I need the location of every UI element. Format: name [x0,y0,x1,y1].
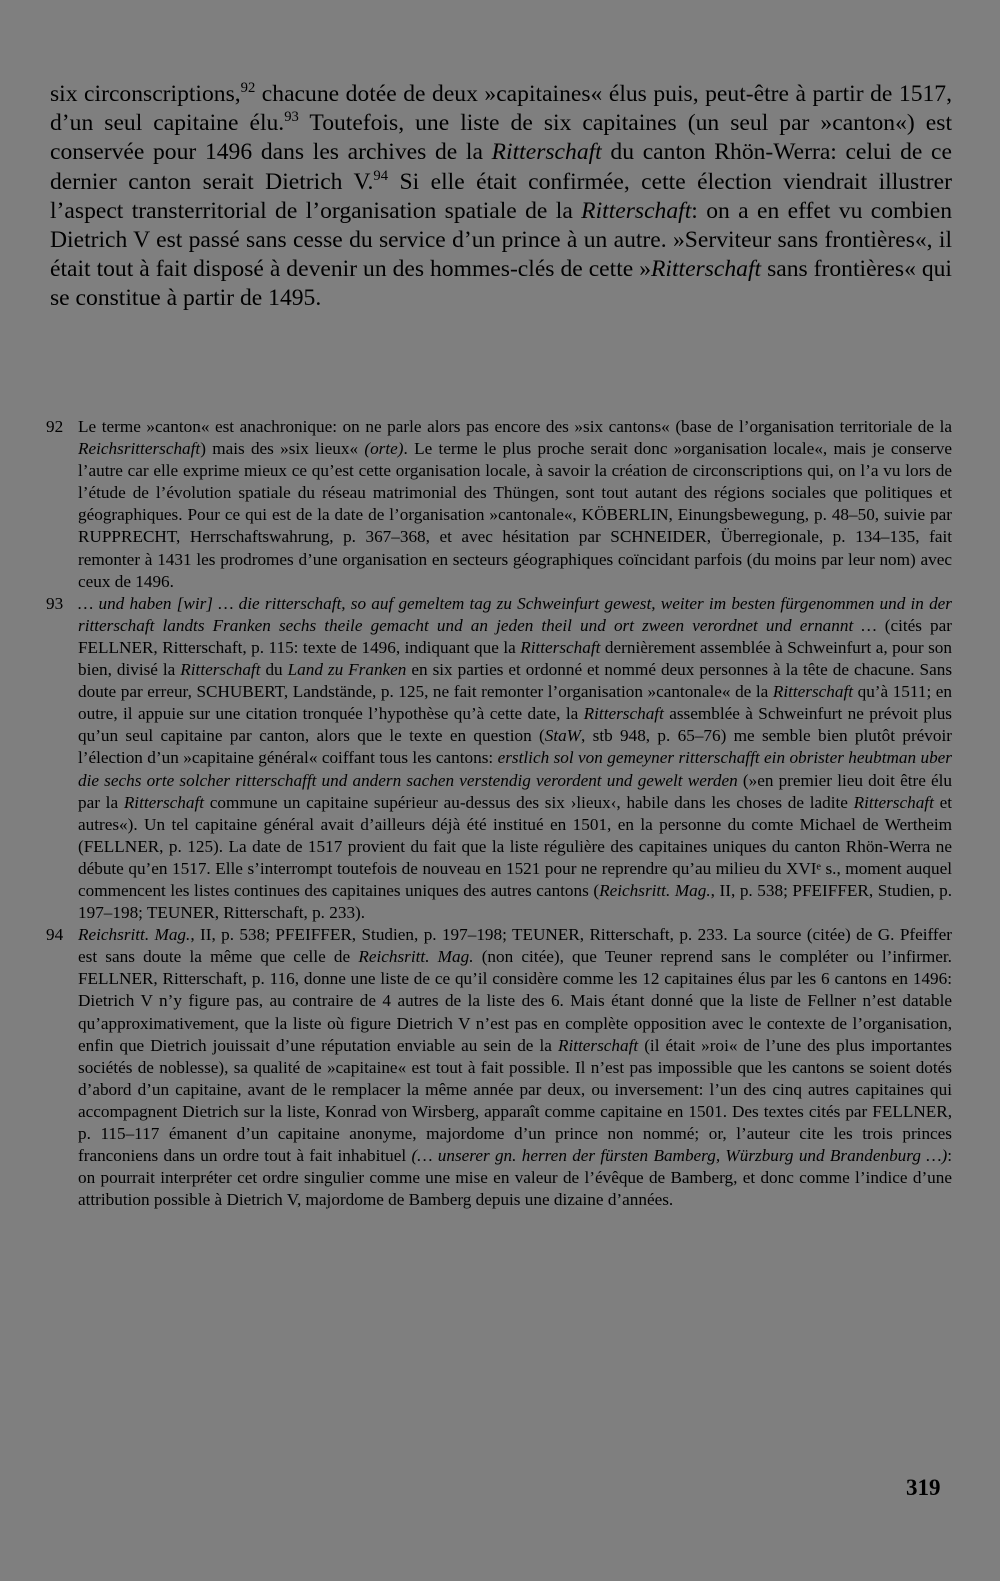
body-text: six circonscriptions, [50,81,241,107]
body-text: sans frontières« qui se constitue à partir de 1495. [50,256,952,312]
footnote-segment: (cités par FELLNER, Ritterschaft, p. 115: texte de 1496, indiquant que la [78,615,953,657]
footnote-segment: en six parties et ordonné et nommé deux personnes à la tête de chacune. Sans doute par erreur, SCHUBERT, Landstände, p. 125, ne fait remonter l’organisation »cantonale« de la [78,660,953,702]
footnote-italic: Reichsritterschaft [78,439,201,459]
footnote-italic: (orte) [364,439,404,459]
footnote-italic: Ritterschaft [853,792,934,812]
body-text: chacune dotée de deux »capitaines« élus puis, peut-être à partir de 1517, d’un seul capitaine élu. [50,81,952,137]
footnote-italic: … und haben [wir] … die ritterschaft, so auf gemeltem tag zu Schweinfurt gewest, weiter im besten fürgenommen und in der ritterschaft landts Franken sechs theile gemacht und an jeden theil und ort zween verordnet und ernannt … [78,593,952,635]
footnote-italic: Ritterschaft [772,682,854,702]
footnote-segment: et autres«). Un tel capitaine général avait d’ailleurs déjà été institué en 1501, en la personne du comte Michael de Wertheim (FELLNER, p. 125). La date de 1517 provient du fait que la liste régulière des capitaines uniques du canton Rhön-Werra ne débute qu’en 1517. Elle s’interrompt toutefois de nouveau en 1521 pour ne reprendre qu’au milieu du XVIᵉ s., moment auquel commencent les listes continues des capitaines uniques des autres cantons ( [78,792,952,900]
footnote-italic: (… unserer gn. herren der fürsten Bamberg, Würzburg und Brandenburg …) [411,1146,948,1166]
footnote-segment: (il était »roi« de l’une des plus importantes sociétés de noblesse), sa qualité de »capitaine« est tout à fait possible. Il n’est pas impossible que les cantons se soient dotés d’abord d’un capitaine, avant de le remplacer la même année par deux, ou inversement: l’un des cinq autres capitaines qui accompagnent Dietrich sur la liste, Konrad von Wirsberg, apparaît comme capitaine en 1501. Des textes cités par FELLNER, p. 115–117 émanent d’un capitaine anonyme, majordome d’un prince non nommé; or, l’auteur cite les trois princes franconiens dans un ordre tout à fait inhabituel [78,1035,952,1166]
footnote-segment: assemblée à Schweinfurt ne prévoit plus qu’un seul capitaine par canton, alors que le texte en question ( [78,704,953,746]
footnote-segment: ) mais des »six lieux« [200,439,365,459]
footnote-segment: qu’à 1511; en outre, il appuie sur une citation tronquée l’hypothèse qu’à cette date, la [78,682,953,724]
footnote-94 [46,924,952,1211]
footnote-92 [46,416,952,593]
footnote-segment: (non citée), que Teuner reprend sans le compléter ou l’infirmer. FELLNER, Ritterschaft, p. 116, donne une liste de ce qu’il considère comme les 12 capitaines élus par les 6 cantons en 1496: Dietrich V n’y figure pas, au contraire de 4 autres de la liste des 6. Mais étant donné que la liste de Fellner n’est datable qu’approximativement, que la liste où figure Dietrich V n’est pas en complète opposition avec le contexte de l’organisation, enfin que Dietrich jouissait d’une réputation enviable au sein de la [78,947,952,1055]
footnote-segment: , stb 948, p. 65–76) me semble bien plutôt prévoir l’élection d’un »capitaine général« coiffant tous les cantons: [78,726,952,768]
footnote-segment: commune un capitaine supérieur au-dessus des six ›lieux‹, habile dans les choses de ladite [204,792,854,812]
footnote-italic: Ritterschaft [123,792,205,812]
body-paragraph [50,80,952,314]
footnote-segment: : on pourrait interpréter cet ordre singulier comme une mise en valeur de l’évêque de Bamberg, et donc comme l’indice d’une attribution possible à Dietrich V, majordome de Bamberg depuis une dizaine d’années. [78,1146,952,1210]
footnote-italic: Reichsritt. Mag. [358,947,474,967]
footnote-segment: Le terme »canton« est anachronique: on ne parle alors pas encore des »six cantons« (base de l’organisation territoriale de la [78,417,952,436]
footnote-93 [46,593,952,924]
footnote-text [78,416,952,593]
footnote-italic: Reichsritt. Mag. [78,925,191,945]
footnote-italic: Land zu Franken [287,660,407,680]
footnote-italic: Ritterschaft [520,637,601,657]
footnote-number: 92 [46,417,64,436]
footnote-ref-94: 94 [373,167,389,184]
footnotes [46,416,952,1211]
body-italic: Ritterschaft [651,256,762,283]
footnote-italic: Reichsritt. Mag. [599,880,711,900]
body-italic: Ritterschaft [491,139,602,166]
footnote-segment: du [260,660,288,680]
footnote-segment: , II, p. 538; PFEIFFER, Studien, p. 197–198; TEUNER, Ritterschaft, p. 233). [78,880,952,923]
footnote-italic: erstlich sol von gemeyner ritterschafft ein obrister heubtman uber die sechs orte solcher ritterschafft und andern sachen verstendig verordent und gewelt werden [78,748,952,790]
footnote-number: 94 [46,925,64,945]
footnote-ref-93: 93 [284,109,299,126]
body-text: du canton Rhön-Werra: celui de ce dernier canton serait Dietrich V. [50,139,953,195]
body-text: Toutefois, une liste de six capitaines (un seul par »canton«) est conservée pour 1496 dans les archives de la [50,110,952,166]
page-number: 319 [906,1475,941,1500]
body-text: Si elle était confirmée, cette élection viendrait illustrer l’aspect transterritorial de l’organisation spatiale de la [50,168,952,224]
footnote-segment: dernièrement assemblée à Schweinfurt a, pour son bien, divisé la [78,637,952,680]
footnote-ref-92: 92 [240,79,256,96]
footnote-segment: . Le terme le plus proche serait donc »organisation locale«, mais je conserve l’autre car elle exprime mieux ce qu’est cette organisation locale, à savoir la création de circonscriptions qui, on l’a vu lors de l’étude de l’évolution spatiale du réseau matrimonial des Thüngen, sont tout autant des régions sociales que politiques et géographiques. Pour ce qui est de la date de l’organisation »cantonale«, KÖBERLIN, Einungsbewegung, p. 48–50, suivie par RUPPRECHT, Herrschaftswahrung, p. 367–368, et avec hésitation par SCHNEIDER, Überregionale, p. 134–135, fait remonter à 1431 les prodromes d’une organisation en secteurs géographiques coïncidant parfois (du moins par leur nom) avec ceux de 1496. [78,439,953,591]
footnote-italic: Ritterschaft [180,660,261,680]
body-text: : on a en effet vu combien Dietrich V est passé sans cesse du service d’un prince à un autre. »Serviteur sans frontières«, il était tout à fait disposé à devenir un des hommes-clés de cette » [50,197,953,283]
footnote-text [78,924,952,1211]
footnote-text [78,593,952,924]
footnote-italic: StaW [544,726,581,746]
footnote-segment: (»en premier lieu doit être élu par la [78,770,952,812]
footnote-segment: , II, p. 538; PFEIFFER, Studien, p. 197–198; TEUNER, Ritterschaft, p. 233. La source (citée) de G. Pfeiffer est sans doute la même que celle de [78,925,952,967]
footnote-number: 93 [46,593,64,613]
footnote-italic: Ritterschaft [557,1035,639,1055]
footnote-italic: Ritterschaft [583,704,664,724]
body-italic: Ritterschaft [581,197,692,224]
